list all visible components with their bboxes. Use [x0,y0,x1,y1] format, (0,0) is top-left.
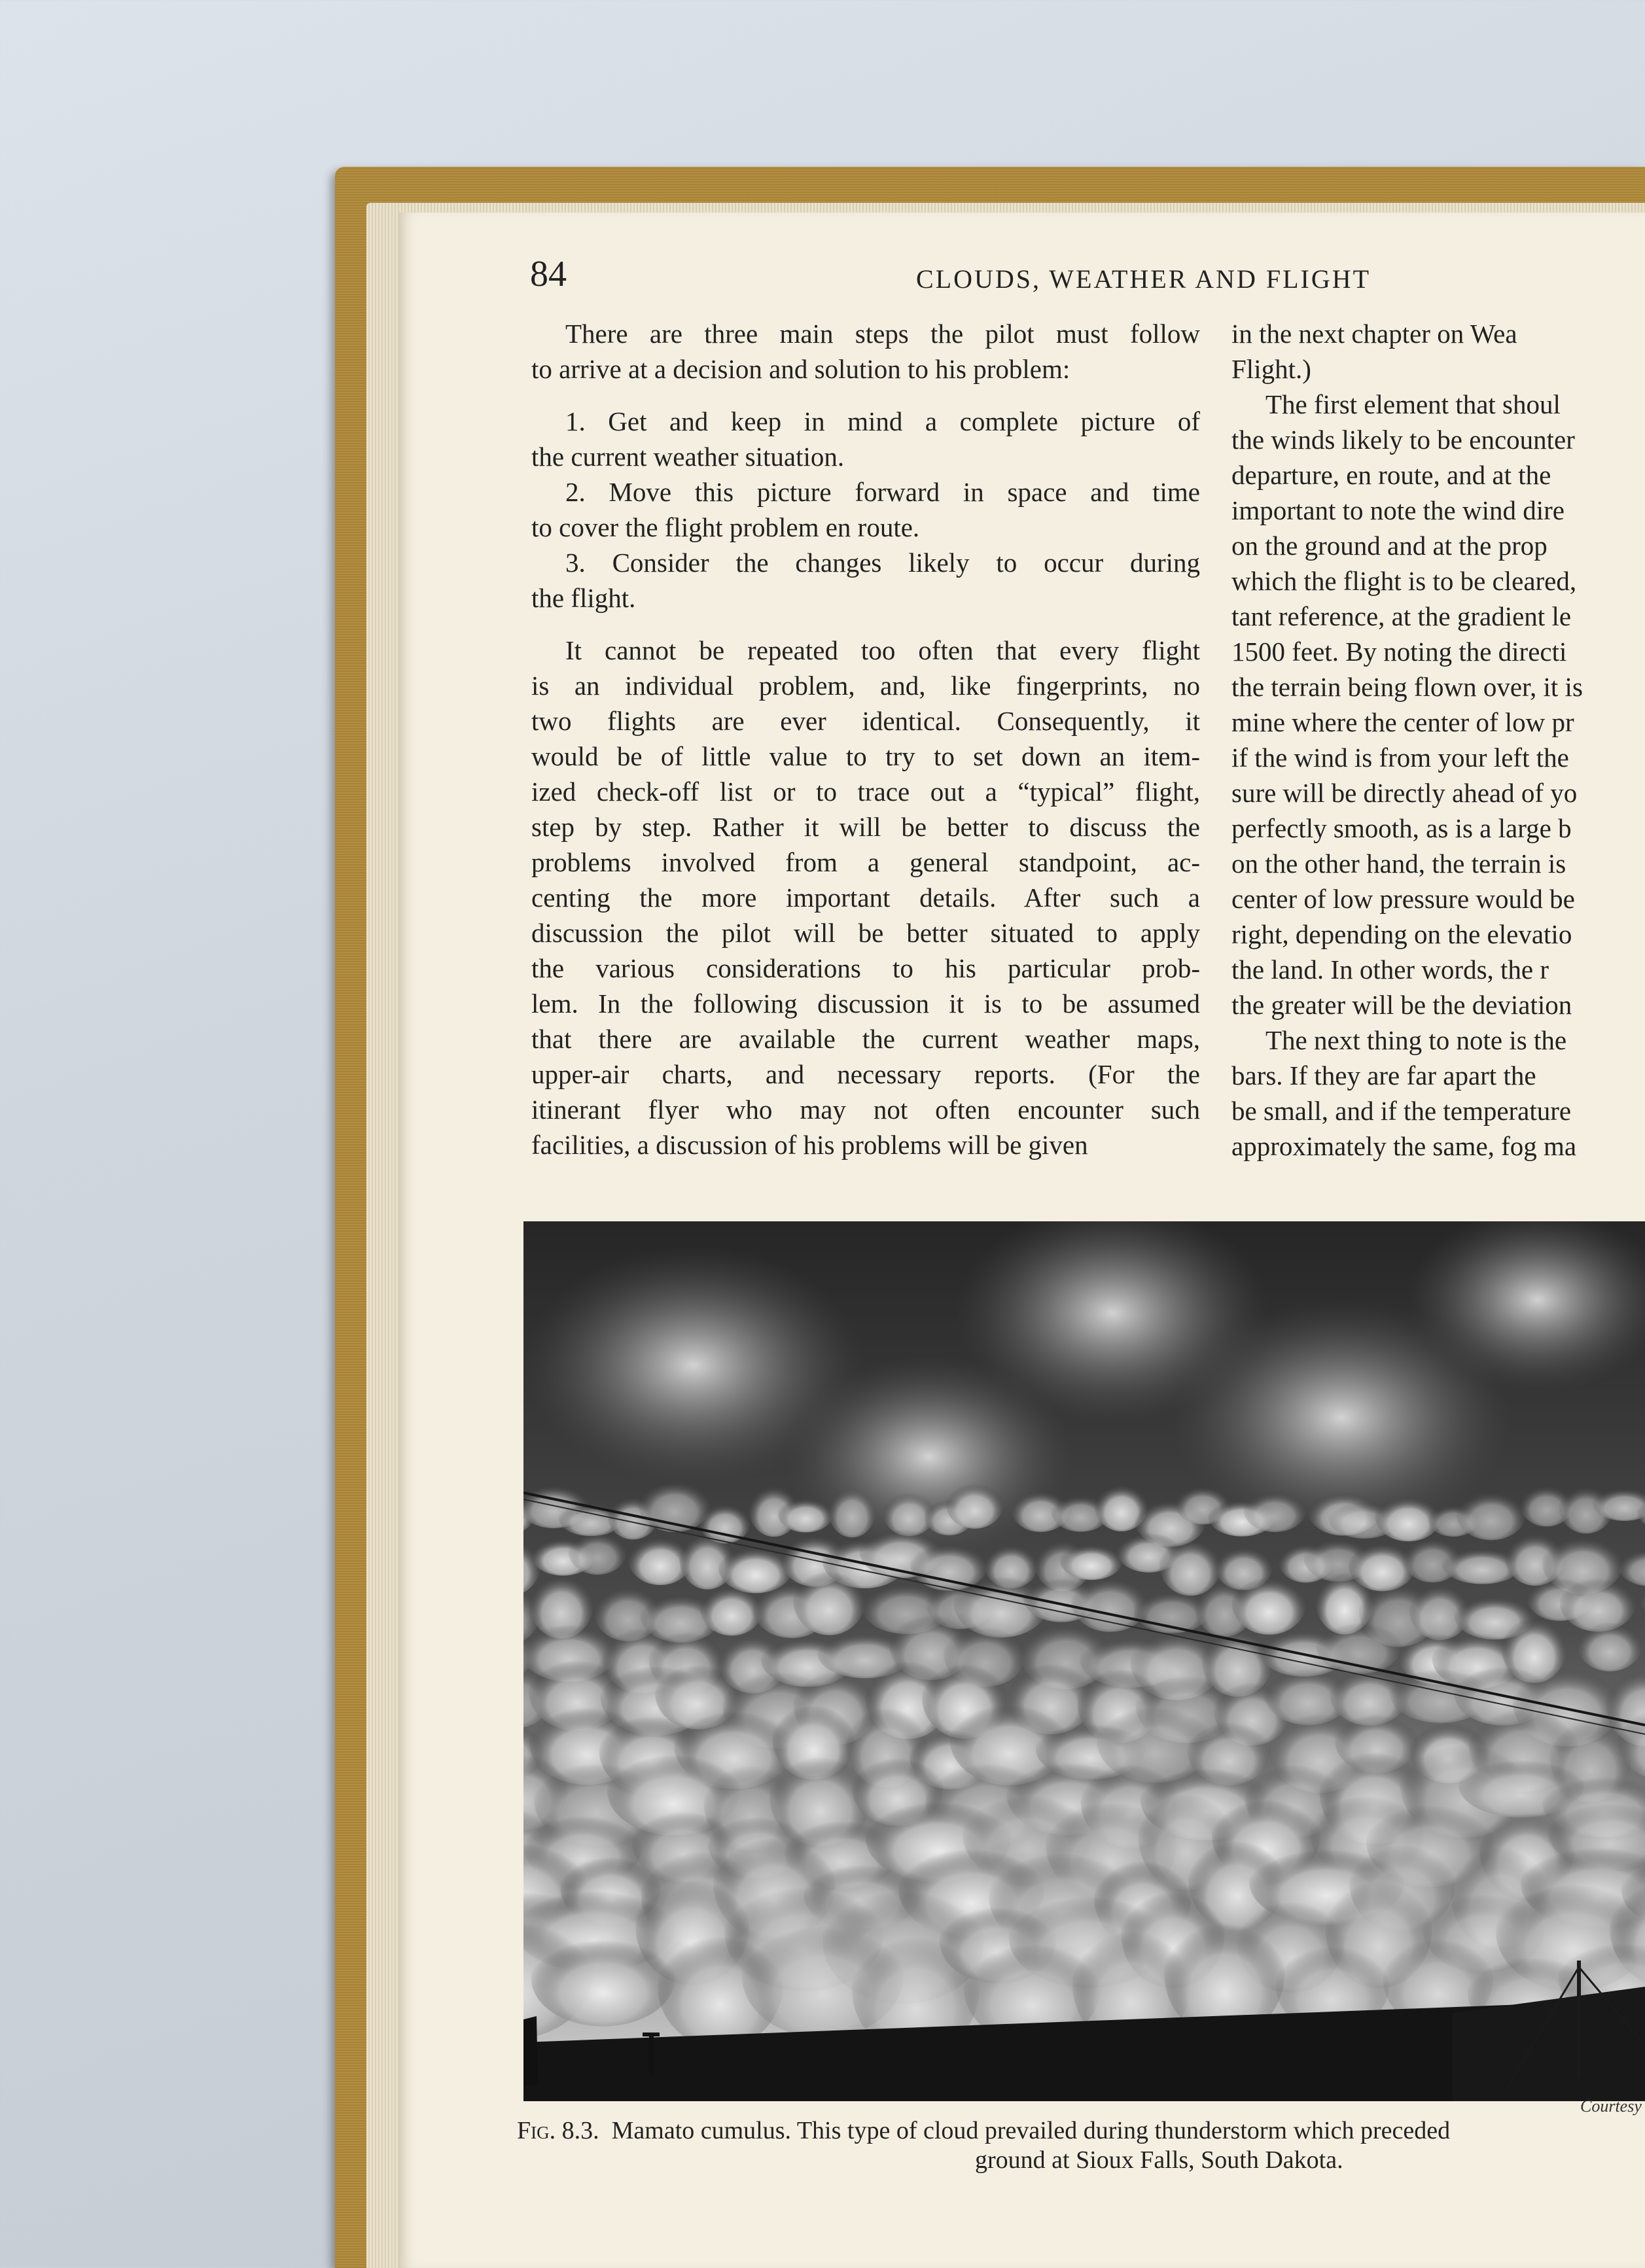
step-line: 2. Move this picture forward in space and time [565,477,1200,507]
mammatus-cloud-image [523,1221,1645,2101]
figure-caption [517,2116,1450,2145]
caption-text: Mamato cumulus. This type of cloud prevailed during thunderstorm which preceded [611,2117,1451,2144]
text-line: in the next chapter on Wea [1231,319,1517,349]
step-line: 1. Get and keep in mind a complete picture of [565,406,1200,436]
text-line: right, depending on the elevatio [1231,919,1572,949]
photo-credit: Courtesy [1580,2097,1642,2116]
text-line: sure will be directly ahead of yo [1231,778,1578,808]
text-line: departure, en route, and at the [1231,460,1551,490]
cloud-photograph [523,1221,1645,2101]
text-line: be small, and if the temperature [1231,1096,1572,1126]
text-line: perfectly smooth, as is a large b [1231,813,1572,843]
step-line: the flight. [531,583,636,613]
text-line: 1500 feet. By noting the directi [1231,637,1567,667]
text-line: which the flight is to be cleared, [1231,566,1577,596]
text-line: step by step. Rather it will be better to discuss the [531,812,1200,842]
right-column [1231,316,1645,1164]
body-paragraph [531,633,1200,1162]
text-line: the various considerations to his particular prob- [531,953,1200,983]
text-line: important to note the wind dire [1231,495,1565,525]
text-line: to arrive at a decision and solution to his problem: [531,354,1070,384]
text-line: discussion the pilot will be better situated to apply [531,918,1200,948]
text-line: lem. In the following discussion it is to be assumed [531,988,1200,1019]
intro-paragraph [531,316,1200,387]
text-line: center of low pressure would be [1231,884,1575,914]
step-line: 3. Consider the changes likely to occur during [565,548,1200,578]
text-line: problems involved from a general standpoint, ac- [531,847,1200,877]
text-line: centing the more important details. After such a [531,882,1200,913]
text-line: two flights are ever identical. Consequently, it [531,706,1200,736]
left-column [531,316,1200,1162]
text-line: if the wind is from your left the [1231,742,1569,773]
cloud-layer [523,1221,1645,2055]
text-line: bars. If they are far apart the [1231,1060,1536,1090]
text-line: facilities, a discussion of his problems will be given [531,1130,1088,1160]
text-line: is an individual problem, and, like fingerprints, no [531,671,1200,701]
step-line: to cover the flight problem en route. [531,512,920,542]
text-line: that there are available the current weather maps, [531,1024,1200,1054]
text-line: approximately the same, fog ma [1231,1131,1577,1161]
text-line: tant reference, at the gradient le [1231,601,1572,631]
steps-list [531,404,1200,616]
figure-caption-continued: ground at Sioux Falls, South Dakota. [975,2146,1343,2174]
text-line: The first element that shoul [1265,389,1561,419]
text-line: the land. In other words, the r [1231,954,1549,985]
text-line: itinerant flyer who may not often encounter such [531,1094,1200,1125]
text-line: upper-air charts, and necessary reports. (For the [531,1059,1200,1089]
text-line: the greater will be the deviation [1231,990,1572,1020]
text-line: the winds likely to be encounter [1231,425,1575,455]
text-line: The next thing to note is the [1265,1025,1567,1055]
text-line: Flight.) [1231,354,1311,384]
step-line: the current weather situation. [531,442,845,472]
text-line: the terrain being flown over, it is [1231,672,1583,702]
page-number: 84 [530,254,567,294]
caption-label: Fig. 8.3. [517,2117,599,2144]
text-line: There are three main steps the pilot must follow [565,319,1200,349]
text-line: on the ground and at the prop [1231,531,1548,561]
text-line: ized check-off list or to trace out a “typical” flight, [531,776,1200,807]
text-line: It cannot be repeated too often that every flight [565,635,1200,665]
book-page [399,213,1645,2268]
text-line: would be of little value to try to set down an item- [531,741,1200,771]
text-line: on the other hand, the terrain is [1231,848,1566,879]
text-line: mine where the center of low pr [1231,707,1574,737]
running-head: CLOUDS, WEATHER AND FLIGHT [916,264,1371,294]
